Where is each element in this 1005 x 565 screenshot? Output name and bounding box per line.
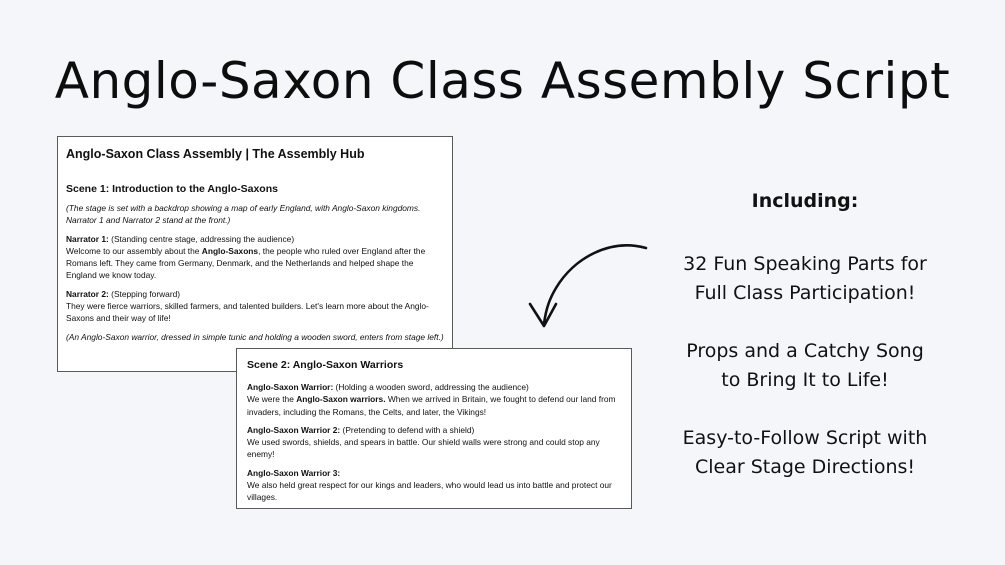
including-heading: Including:	[751, 190, 859, 212]
feature-props-song	[640, 337, 970, 395]
warrior-1-direction: (Holding a wooden sword, addressing the audience)	[333, 382, 529, 392]
script-page-scene-2	[236, 348, 632, 509]
warrior-1-label: Anglo-Saxon Warrior:	[247, 382, 334, 392]
script-page-scene-1	[57, 136, 453, 372]
feature-easy-script	[640, 424, 970, 482]
feature-3-line-2: Clear Stage Directions!	[694, 456, 916, 478]
narrator-2-line	[66, 288, 444, 325]
scene-2-heading: Scene 2: Anglo-Saxon Warriors	[247, 359, 404, 371]
warrior-3-line	[247, 467, 621, 504]
features-panel	[640, 190, 970, 511]
narrator-2-direction: (Stepping forward)	[108, 288, 181, 299]
curved-arrow-icon	[522, 240, 650, 332]
warrior-1-text-c: When we arrived in Britain, we fought to defend our land from invaders, including the Romans, the Celts, and later, the Vikings!	[247, 394, 616, 417]
feature-speaking-parts	[640, 250, 970, 308]
feature-1-line-2: Full Class Participation!	[694, 282, 916, 304]
narrator-1-label: Narrator 1:	[66, 233, 109, 244]
narrator-1-direction: (Standing centre stage, addressing the audience)	[108, 233, 295, 244]
narrator-2-text: They were fierce warriors, skilled farmers, and talented builders. Let's learn more about the Anglo-Saxons and their way of life!	[66, 301, 429, 324]
feature-1-line-1: 32 Fun Speaking Parts for	[683, 253, 927, 275]
scene-1-heading: Scene 1: Introduction to the Anglo-Saxons	[66, 183, 278, 195]
warrior-1-line	[247, 381, 621, 418]
page-title: Anglo-Saxon Class Assembly Script	[54, 52, 951, 110]
stage-direction-warrior-enters: (An Anglo-Saxon warrior, dressed in simple tunic and holding a wooden sword, enters from stage left.)	[66, 331, 444, 342]
warrior-2-text: We used swords, shields, and spears in battle. Our shield walls were strong and could stop any enemy!	[247, 437, 600, 460]
feature-2-line-1: Props and a Catchy Song	[686, 340, 924, 362]
narrator-1-text-a: Welcome to our assembly about the	[66, 245, 202, 256]
warrior-3-label: Anglo-Saxon Warrior 3:	[247, 467, 341, 478]
script-header: Anglo-Saxon Class Assembly | The Assembly Hub	[66, 147, 365, 161]
warrior-2-direction: (Pretending to defend with a shield)	[340, 424, 475, 435]
feature-2-line-2: to Bring It to Life!	[721, 369, 889, 391]
warrior-1-text-bold: Anglo-Saxon warriors.	[296, 394, 386, 405]
warrior-2-line	[247, 424, 621, 461]
feature-3-line-1: Easy-to-Follow Script with	[682, 427, 928, 449]
warrior-1-text-a: We were the	[247, 394, 297, 405]
narrator-1-text-bold: Anglo-Saxons	[201, 245, 259, 256]
narrator-1-line	[66, 233, 444, 282]
narrator-1-text-c: , the people who ruled over England after the Romans left. They came from Germany, Denmark, and the Netherlands and helped shape the England we know today.	[66, 245, 426, 281]
stage-direction-opening: (The stage is set with a backdrop showing a map of early England, with Anglo-Saxon kingdoms. Narrator 1 and Narrator 2 stand at the front.)	[66, 203, 421, 226]
warrior-2-label: Anglo-Saxon Warrior 2:	[247, 424, 341, 435]
warrior-3-text: We also held great respect for our kings and leaders, who would lead us into battle and protect our villages.	[247, 480, 612, 503]
narrator-2-label: Narrator 2:	[66, 288, 109, 299]
